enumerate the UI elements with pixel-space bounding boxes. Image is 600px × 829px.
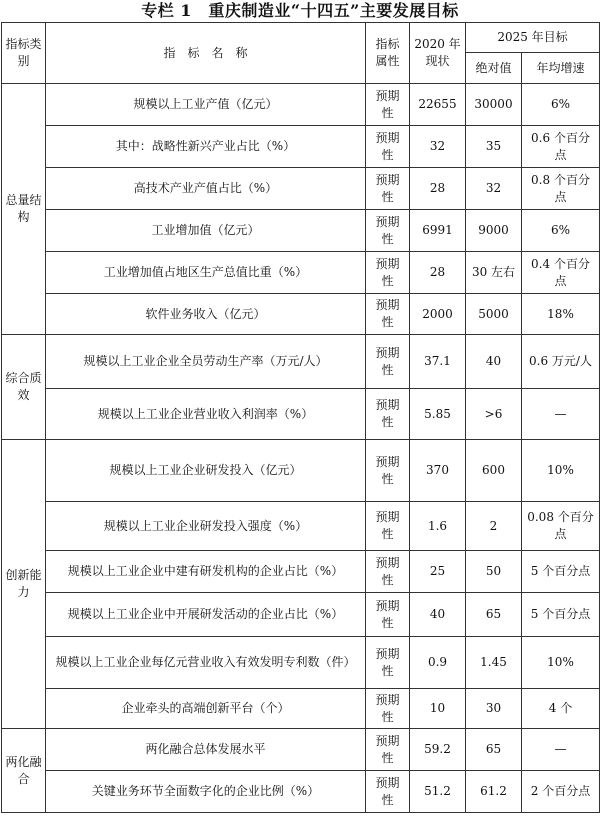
current-value-cell: 5.85 bbox=[410, 389, 466, 440]
header-category: 指标类别 bbox=[2, 23, 46, 84]
category-cell: 两化融合 bbox=[2, 729, 46, 813]
table-row bbox=[2, 689, 600, 729]
attribute-cell: 预期性 bbox=[366, 729, 410, 771]
indicator-name-cell: 其中：战略性新兴产业占比（%） bbox=[46, 126, 366, 168]
absolute-target-cell: 40 bbox=[466, 335, 522, 389]
header-attribute: 指标属性 bbox=[366, 23, 410, 84]
annual-growth-cell: 6% bbox=[522, 210, 600, 252]
annual-growth-cell: — bbox=[522, 729, 600, 771]
category-cell: 总量结构 bbox=[2, 84, 46, 335]
header-target-group: 2025 年目标 bbox=[466, 23, 600, 53]
attribute-cell: 预期性 bbox=[366, 84, 410, 126]
indicator-name-cell: 规模以上工业企业营业收入利润率（%） bbox=[46, 389, 366, 440]
table-row bbox=[2, 84, 600, 126]
annual-growth-cell: 10% bbox=[522, 637, 600, 689]
absolute-target-cell: 35 bbox=[466, 126, 522, 168]
attribute-cell: 预期性 bbox=[366, 771, 410, 813]
current-value-cell: 10 bbox=[410, 689, 466, 729]
attribute-cell: 预期性 bbox=[366, 126, 410, 168]
absolute-target-cell: 50 bbox=[466, 551, 522, 593]
current-value-cell: 59.2 bbox=[410, 729, 466, 771]
category-cell: 综合质效 bbox=[2, 335, 46, 440]
table-row bbox=[2, 771, 600, 813]
indicator-name-cell: 关键业务环节全面数字化的企业比例（%） bbox=[46, 771, 366, 813]
current-value-cell: 37.1 bbox=[410, 335, 466, 389]
table-row bbox=[2, 637, 600, 689]
attribute-cell: 预期性 bbox=[366, 689, 410, 729]
attribute-cell: 预期性 bbox=[366, 252, 410, 294]
annual-growth-cell: 0.4 个百分点 bbox=[522, 252, 600, 294]
table-row bbox=[2, 729, 600, 771]
indicator-name-cell: 企业牵头的高端创新平台（个） bbox=[46, 689, 366, 729]
indicator-name-cell: 工业增加值占地区生产总值比重（%） bbox=[46, 252, 366, 294]
annual-growth-cell: 5 个百分点 bbox=[522, 593, 600, 637]
annual-growth-cell: 6% bbox=[522, 84, 600, 126]
absolute-target-cell: 65 bbox=[466, 593, 522, 637]
table-row bbox=[2, 335, 600, 389]
header-current: 2020 年现状 bbox=[410, 23, 466, 84]
table-row bbox=[2, 126, 600, 168]
current-value-cell: 51.2 bbox=[410, 771, 466, 813]
absolute-target-cell: 32 bbox=[466, 168, 522, 210]
absolute-target-cell: 30 bbox=[466, 689, 522, 729]
header-absolute: 绝对值 bbox=[466, 53, 522, 84]
current-value-cell: 370 bbox=[410, 440, 466, 502]
indicator-name-cell: 规模以上工业企业中开展研发活动的企业占比（%） bbox=[46, 593, 366, 637]
attribute-cell: 预期性 bbox=[366, 210, 410, 252]
current-value-cell: 40 bbox=[410, 593, 466, 637]
attribute-cell: 预期性 bbox=[366, 551, 410, 593]
annual-growth-cell: 2 个百分点 bbox=[522, 771, 600, 813]
table-row bbox=[2, 252, 600, 294]
annual-growth-cell: 10% bbox=[522, 440, 600, 502]
attribute-cell: 预期性 bbox=[366, 440, 410, 502]
attribute-cell: 预期性 bbox=[366, 637, 410, 689]
indicator-name-cell: 规模以上工业企业研发投入（亿元） bbox=[46, 440, 366, 502]
absolute-target-cell: 65 bbox=[466, 729, 522, 771]
table-row bbox=[2, 502, 600, 551]
annual-growth-cell: 0.6 万元/人 bbox=[522, 335, 600, 389]
indicator-name-cell: 规模以上工业企业全员劳动生产率（万元/人） bbox=[46, 335, 366, 389]
annual-growth-cell: — bbox=[522, 389, 600, 440]
indicator-name-cell: 规模以上工业企业中建有研发机构的企业占比（%） bbox=[46, 551, 366, 593]
table-title: 专栏 1 重庆制造业“十四五”主要发展目标 bbox=[141, 1, 459, 20]
header-growth: 年均增速 bbox=[522, 53, 600, 84]
absolute-target-cell: 30 左右 bbox=[466, 252, 522, 294]
current-value-cell: 6991 bbox=[410, 210, 466, 252]
attribute-cell: 预期性 bbox=[366, 502, 410, 551]
absolute-target-cell: 5000 bbox=[466, 294, 522, 335]
current-value-cell: 2000 bbox=[410, 294, 466, 335]
absolute-target-cell: 9000 bbox=[466, 210, 522, 252]
targets-table bbox=[1, 22, 600, 813]
annual-growth-cell: 4 个 bbox=[522, 689, 600, 729]
table-row bbox=[2, 440, 600, 502]
absolute-target-cell: 2 bbox=[466, 502, 522, 551]
indicator-name-cell: 规模以上工业企业每亿元营业收入有效发明专利数（件） bbox=[46, 637, 366, 689]
table-row bbox=[2, 210, 600, 252]
current-value-cell: 25 bbox=[410, 551, 466, 593]
table-row bbox=[2, 551, 600, 593]
absolute-target-cell: 600 bbox=[466, 440, 522, 502]
current-value-cell: 1.6 bbox=[410, 502, 466, 551]
attribute-cell: 预期性 bbox=[366, 389, 410, 440]
current-value-cell: 32 bbox=[410, 126, 466, 168]
indicator-name-cell: 两化融合总体发展水平 bbox=[46, 729, 366, 771]
indicator-name-cell: 软件业务收入（亿元） bbox=[46, 294, 366, 335]
table-row bbox=[2, 593, 600, 637]
current-value-cell: 28 bbox=[410, 252, 466, 294]
attribute-cell: 预期性 bbox=[366, 168, 410, 210]
annual-growth-cell: 18% bbox=[522, 294, 600, 335]
header-row-1 bbox=[2, 23, 600, 53]
annual-growth-cell: 0.08 个百分点 bbox=[522, 502, 600, 551]
attribute-cell: 预期性 bbox=[366, 335, 410, 389]
attribute-cell: 预期性 bbox=[366, 294, 410, 335]
table-row bbox=[2, 294, 600, 335]
annual-growth-cell: 5 个百分点 bbox=[522, 551, 600, 593]
annual-growth-cell: 0.8 个百分点 bbox=[522, 168, 600, 210]
table-row bbox=[2, 168, 600, 210]
indicator-name-cell: 高技术产业产值占比（%） bbox=[46, 168, 366, 210]
indicator-name-cell: 工业增加值（亿元） bbox=[46, 210, 366, 252]
attribute-cell: 预期性 bbox=[366, 593, 410, 637]
absolute-target-cell: 1.45 bbox=[466, 637, 522, 689]
current-value-cell: 28 bbox=[410, 168, 466, 210]
current-value-cell: 22655 bbox=[410, 84, 466, 126]
absolute-target-cell: 61.2 bbox=[466, 771, 522, 813]
header-name: 指 标 名 称 bbox=[46, 23, 366, 84]
table-row bbox=[2, 389, 600, 440]
indicator-name-cell: 规模以上工业企业研发投入强度（%） bbox=[46, 502, 366, 551]
category-cell: 创新能力 bbox=[2, 440, 46, 729]
absolute-target-cell: >6 bbox=[466, 389, 522, 440]
indicator-name-cell: 规模以上工业产值（亿元） bbox=[46, 84, 366, 126]
annual-growth-cell: 0.6 个百分点 bbox=[522, 126, 600, 168]
absolute-target-cell: 30000 bbox=[466, 84, 522, 126]
current-value-cell: 0.9 bbox=[410, 637, 466, 689]
